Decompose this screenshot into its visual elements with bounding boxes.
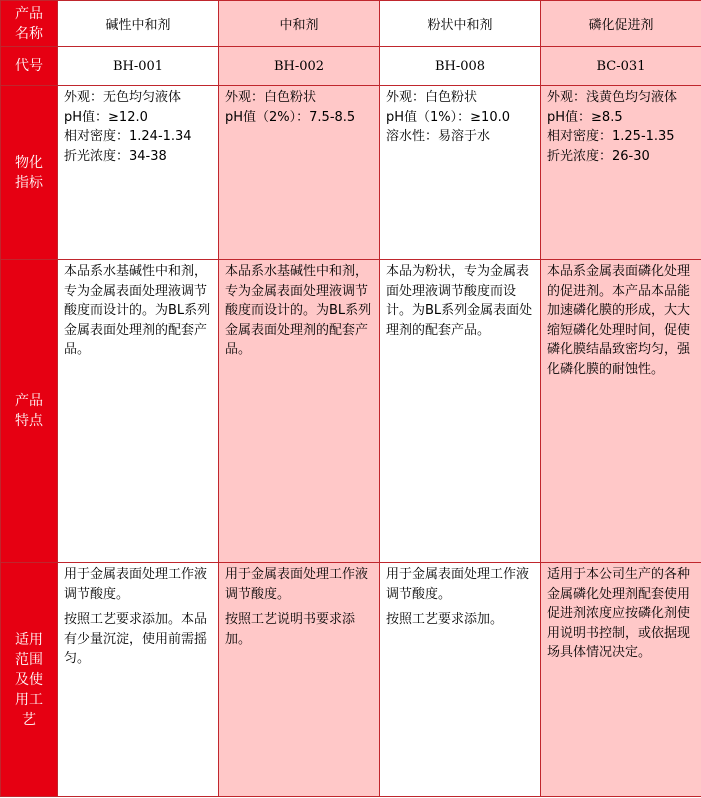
feature-text: 本品系水基碱性中和剂，专为金属表面处理液调节酸度而设计的。为BL系列金属表面处理剂的配套产品。 [225,264,372,357]
label-usage: 适用 范围 及使 用工 艺 [1,563,58,797]
label-product-name: 产品 名称 [1,1,58,47]
usage-4 [541,563,701,797]
features-2 [219,260,380,563]
usage-text: 按照工艺要求添加。本品有少量沉淀，使用前需摇匀。 [64,612,208,666]
product-code-2: BH-002 [219,47,380,86]
specs-2 [219,86,380,260]
usage-text: 用于金属表面处理工作液调节酸度。 [386,567,530,602]
spec-line: 外观：白色粉状 [225,90,317,105]
features-1 [58,260,219,563]
row-specs [1,86,701,260]
spec-line: pH值：≥8.5 [547,109,623,125]
usage-3 [380,563,541,797]
spec-line: 折光浓度：26-30 [547,148,650,164]
usage-text: 按照工艺说明书要求添加。 [225,612,356,647]
spec-line: pH值（1%）：≥10.0 [386,109,510,125]
spec-line: pH值：≥12.0 [64,109,148,125]
features-3 [380,260,541,563]
row-product-name [1,1,701,47]
product-code-1: BH-001 [58,47,219,86]
feature-text: 本品为粉状，专为金属表面处理液调节酸度而设计。为BL系列金属表面处理剂的配套产品。 [386,264,533,338]
spec-line: 相对密度：1.24-1.34 [64,129,192,144]
feature-text: 本品系金属表面磷化处理的促进剂。本产品本品能加速磷化膜的形成，大大缩短磷化处理时间，促使磷化膜结晶致密均匀，强化磷化膜的耐蚀性。 [547,264,691,377]
usage-1 [58,563,219,797]
usage-2 [219,563,380,797]
spec-line: 外观：浅黄色均匀液体 [547,90,678,105]
row-product-code [1,47,701,86]
specs-1 [58,86,219,260]
spec-line: 相对密度：1.25-1.35 [547,129,675,144]
product-name-3: 粉状中和剂 [380,1,541,47]
usage-text: 按照工艺要求添加。 [386,612,504,627]
specs-4 [541,86,701,260]
usage-text: 用于金属表面处理工作液调节酸度。 [64,567,208,602]
specs-3 [380,86,541,260]
feature-text: 本品系水基碱性中和剂，专为金属表面处理液调节酸度而设计的。为BL系列金属表面处理剂的配套产品。 [64,264,211,357]
label-specs: 物化 指标 [1,86,58,260]
usage-text: 促进剂浓度应按磷化剂使用说明书控制，或依据现场具体情况决定。 [547,606,691,660]
product-code-4: BC-031 [541,47,701,86]
spec-line: 折光浓度：34-38 [64,148,167,164]
product-name-1: 碱性中和剂 [58,1,219,47]
product-name-4: 磷化促进剂 [541,1,701,47]
row-features [1,260,701,563]
usage-text: 用于金属表面处理工作液调节酸度。 [225,567,369,602]
label-product-code: 代号 [1,47,58,86]
product-name-2: 中和剂 [219,1,380,47]
features-4 [541,260,701,563]
spec-line: 外观：无色均匀液体 [64,90,182,105]
spec-line: 溶水性：易溶于水 [386,129,491,144]
product-code-3: BH-008 [380,47,541,86]
spec-line: pH值（2%）：7.5-8.5 [225,109,356,125]
usage-text: 适用于本公司生产的各种金属磷化处理剂配套使用 [547,567,691,602]
row-usage [1,563,701,797]
label-features: 产品 特点 [1,260,58,563]
spec-line: 外观：白色粉状 [386,90,478,105]
